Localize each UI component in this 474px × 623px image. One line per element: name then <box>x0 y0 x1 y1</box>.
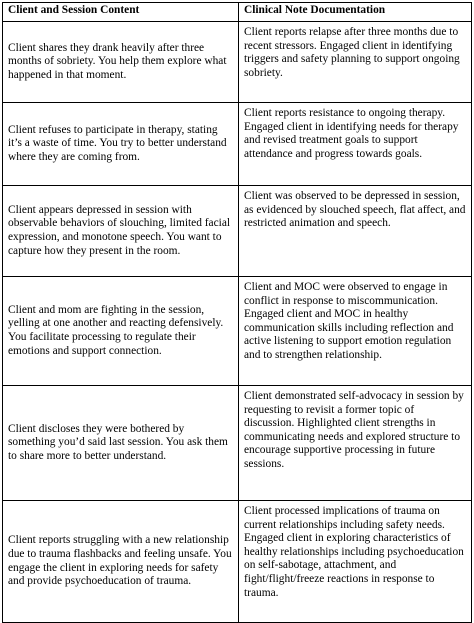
clinical-note-cell: Client reports resistance to ongoing therapy. Engaged client in identifying needs for therapy and revised treatment goals to support attendance and progress towards goals. <box>239 103 472 186</box>
session-content-cell: Client discloses they were bothered by something you’d said last session. You ask them to share more to better understand. <box>3 386 239 501</box>
header-client-session-content: Client and Session Content <box>3 3 239 22</box>
table-row <box>3 386 472 501</box>
table-row <box>3 501 472 623</box>
clinical-note-cell: Client reports relapse after three months due to recent stressors. Engaged client in identifying triggers and safety planning to support ongoing sobriety. <box>239 22 472 103</box>
documentation-table <box>2 2 472 623</box>
table-row <box>3 186 472 277</box>
clinical-note-cell: Client and MOC were observed to engage in conflict in response to miscommunication. Engaged client and MOC in healthy communication skills including reflection and active listening to support emotion regulation and to strengthen relationship. <box>239 277 472 386</box>
clinical-note-cell: Client was observed to be depressed in session, as evidenced by slouched speech, flat affect, and restricted animation and speech. <box>239 186 472 277</box>
session-content-cell: Client reports struggling with a new relationship due to trauma flashbacks and feeling unsafe. You engage the client in exploring needs for safety and provide psychoeducation of trauma. <box>3 501 239 623</box>
clinical-note-cell: Client processed implications of trauma on current relationships including safety needs. Engaged client in exploring characteristics of healthy relationships including psychoeducation on self-sabotage, attachment, and fight/flight/freeze reactions in response to trauma. <box>239 501 472 623</box>
header-clinical-note-documentation: Clinical Note Documentation <box>239 3 472 22</box>
table-row <box>3 22 472 103</box>
session-content-cell: Client and mom are fighting in the session, yelling at one another and reacting defensively. You facilitate processing to regulate their emotions and support connection. <box>3 277 239 386</box>
session-content-cell: Client appears depressed in session with observable behaviors of slouching, limited facial expression, and monotone speech. You want to capture how they present in the room. <box>3 186 239 277</box>
session-content-cell: Client refuses to participate in therapy, stating it’s a waste of time. You try to better understand where they are coming from. <box>3 103 239 186</box>
clinical-note-cell: Client demonstrated self-advocacy in session by requesting to revisit a former topic of discussion. Highlighted client strengths in communicating needs and explored structure to encourage supportive processing in future sessions. <box>239 386 472 501</box>
table-header-row <box>3 3 472 22</box>
table-row <box>3 103 472 186</box>
session-content-cell: Client shares they drank heavily after three months of sobriety. You help them explore what happened in that moment. <box>3 22 239 103</box>
table-row <box>3 277 472 386</box>
